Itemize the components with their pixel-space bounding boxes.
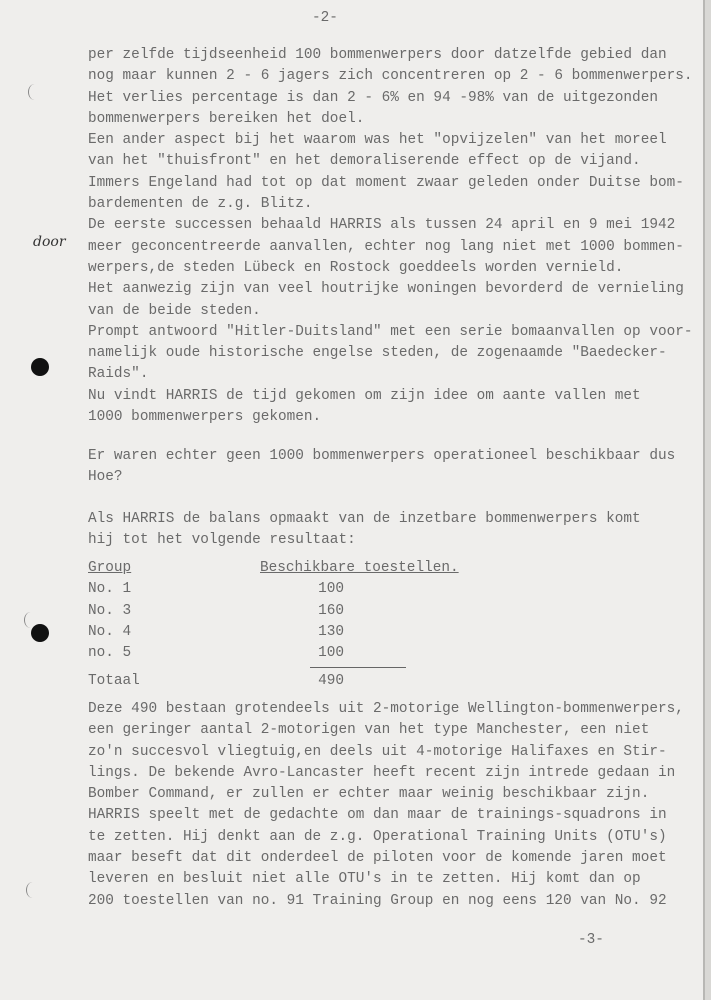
table-row xyxy=(88,643,459,664)
text-line: HARRIS speelt met de gedachte om dan maar de trainings-squadrons in xyxy=(88,807,667,824)
text-line: 200 toestellen van no. 91 Training Group en nog eens 120 van No. 92 xyxy=(88,892,667,909)
text-line: werpers,de steden Lübeck en Rostock goeddeels worden vernield. xyxy=(88,259,624,276)
paragraph-4 xyxy=(88,699,684,912)
page-number-bottom: -3- xyxy=(578,932,604,948)
count-cell: 130 xyxy=(318,623,344,640)
punch-mark xyxy=(28,84,41,100)
group-cell: no. 5 xyxy=(88,645,132,662)
text-line: namelijk oude historische engelse steden, de zogenaamde "Baedecker- xyxy=(88,345,667,362)
text-line: bommenwerpers bereiken het doel. xyxy=(88,110,365,127)
text-line: hij tot het volgende resultaat: xyxy=(88,532,356,549)
text-line: Een ander aspect bij het waarom was het "opvijzelen" van het moreel xyxy=(88,132,667,149)
count-cell: 100 xyxy=(318,581,344,598)
text-line: Bomber Command, er zullen er echter maar weinig beschikbaar zijn. xyxy=(88,786,650,803)
text-line: van het "thuisfront" en het demoraliserende effect op de vijand. xyxy=(88,153,641,170)
group-cell: No. 4 xyxy=(88,623,132,640)
group-cell: No. 1 xyxy=(88,581,132,598)
punch-hole xyxy=(31,358,49,376)
text-line: 1000 bommenwerpers gekomen. xyxy=(88,409,322,426)
text-line: Als HARRIS de balans opmaakt van de inzetbare bommenwerpers komt xyxy=(88,511,641,527)
text-line: Prompt antwoord "Hitler-Duitsland" met een serie bomaanvallen op voor- xyxy=(88,323,693,340)
table-header-count: Beschikbare toestellen. xyxy=(260,560,459,576)
table-header-row xyxy=(88,558,459,579)
table-row xyxy=(88,579,459,600)
aircraft-table xyxy=(88,558,459,693)
punch-mark xyxy=(24,612,37,628)
text-line: Het verlies percentage is dan 2 - 6% en 94 -98% van de uitgezonden xyxy=(88,89,658,106)
text-line: lings. De bekende Avro-Lancaster heeft recent zijn intrede gedaan in xyxy=(88,764,676,781)
text-line: bardementen de z.g. Blitz. xyxy=(88,196,313,213)
paragraph-2 xyxy=(88,446,675,489)
text-line: leveren en besluit niet alle OTU's in te zetten. Hij komt dan op xyxy=(88,871,641,888)
text-line: per zelfde tijdseenheid 100 bommenwerpers door datzelfde gebied dan xyxy=(88,47,667,63)
total-label: Totaal xyxy=(88,673,140,690)
text-line: Raids". xyxy=(88,366,149,383)
group-cell: No. 3 xyxy=(88,602,132,619)
text-line: Het aanwezig zijn van veel houtrijke woningen bevorderd de vernieling xyxy=(88,281,684,298)
text-line: een geringer aantal 2-motorigen van het type Manchester, een niet xyxy=(88,722,650,739)
table-row xyxy=(88,601,459,622)
table-header-group: Group xyxy=(88,560,132,576)
text-line: Hoe? xyxy=(88,469,123,486)
table-row xyxy=(88,622,459,643)
text-line: nog maar kunnen 2 - 6 jagers zich concentreren op 2 - 6 bommenwerpers. xyxy=(88,68,693,85)
count-cell: 100 xyxy=(318,645,344,662)
table-total-row xyxy=(88,671,459,692)
paragraph-3 xyxy=(88,509,641,552)
text-line: Er waren echter geen 1000 bommenwerpers operationeel beschikbaar dus xyxy=(88,448,676,464)
text-line: meer geconcentreerde aanvallen, echter nog lang niet met 1000 bommen- xyxy=(88,238,684,255)
text-line: maar beseft dat dit onderdeel de piloten voor de komende jaren moet xyxy=(88,850,667,867)
text-line: Deze 490 bestaan grotendeels uit 2-motorige Wellington-bommenwerpers, xyxy=(88,701,684,717)
paragraph-1 xyxy=(88,45,693,428)
text-line: te zetten. Hij denkt aan de z.g. Operational Training Units (OTU's) xyxy=(88,828,667,845)
page-number-top: -2- xyxy=(312,10,338,26)
punch-mark xyxy=(26,882,39,898)
total-divider xyxy=(310,667,406,668)
text-line: De eerste successen behaald HARRIS als tussen 24 april en 9 mei 1942 xyxy=(88,217,676,234)
text-line: Immers Engeland had tot op dat moment zwaar geleden onder Duitse bom- xyxy=(88,174,684,191)
total-value: 490 xyxy=(318,673,344,690)
text-line: Nu vindt HARRIS de tijd gekomen om zijn idee om aante vallen met xyxy=(88,387,641,404)
text-line: zo'n succesvol vliegtuig,en deels uit 4-motorige Halifaxes en Stir- xyxy=(88,743,667,760)
handwritten-margin-note: door xyxy=(33,234,66,250)
text-line: van de beide steden. xyxy=(88,302,261,319)
count-cell: 160 xyxy=(318,602,344,619)
